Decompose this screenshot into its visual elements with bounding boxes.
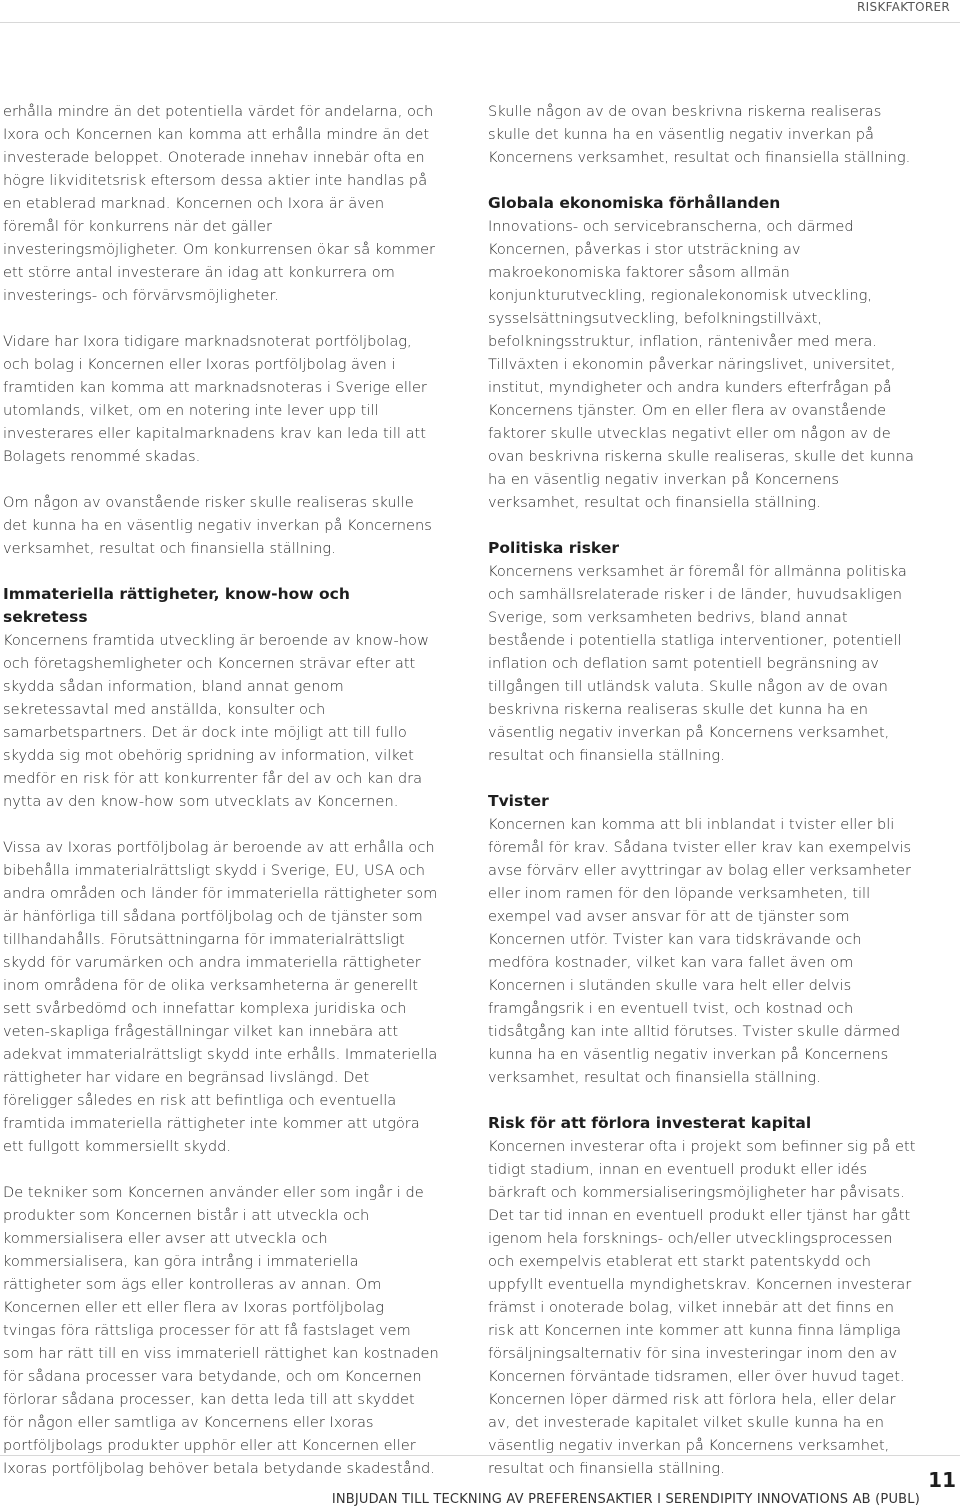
section-heading-disputes: Tvister [488,792,549,810]
paragraph: Koncernen kan komma att bli inblandat i tvister eller bli föremål för krav. Sådana tvister eller krav kan exempelvis avse förvärv eller avyttringar av bolag eller verksamheter eller inom ramen för den löpande verksamheten, till exempel vad avser ansvar för att de tjänster som Koncernen utför. Tvister kan vara tidskrävande och medföra kostnader, vilket kan vara fallet även om Koncernen i slutänden skulle vara helt eller delvis framgångsrik i en eventuell tvist, och kostnad och tidsåtgång kan inte alltid förutses. Tvister skulle därmed kunna ha en väsentlig negativ inverkan på Koncernens verksamhet, resultat och finansiella ställning. [488,816,912,1086]
page-number: 11 [928,1468,956,1492]
paragraph: De tekniker som Koncernen använder eller som ingår i de produkter som Koncernen bistår i att utveckla och kommersialisera eller avser att utveckla och kommersialisera, kan göra intrång i immateriella rättigheter som ägs eller kontrolleras av annan. Om Koncernen eller ett eller flera av Ixoras portföljbolag tvingas föra rättsliga processer för att få fastslaget vem som har rätt till en viss immateriell rättighet kan kostnaden för sådana processer vara betydande, och om Koncernen förlorar sådana processer, kan detta leda till att skyddet för någon eller samtliga av Koncernens eller Ixoras portföljbolags produkter upphör eller att Koncernen eller Ixoras portföljbolag behöver betala betydande skadestånd. [3,1184,439,1477]
paragraph: Koncernens framtida utveckling är beroende av know-how och företagshemligheter och Koncernen strävar efter att skydda sådan information, bland annat genom sekretessavtal med anställda, konsulter och samarbetspartners. Det är dock inte möjligt att till fullo skydda sig mot obehörig spridning av information, vilket medför en risk för att konkurrenter får del av och kan dra nytta av den know-how som utvecklats av Koncernen. [3,632,429,810]
section-label: RISKFAKTORER [857,0,950,14]
left-column [3,100,439,1503]
paragraph: erhålla mindre än det potentiella värdet för andelarna, och Ixora och Koncernen kan komma att erhålla mindre än det investerade beloppet. Onoterade innehav innebär ofta en högre likviditetsrisk eftersom dessa aktier inte handlas på en etablerad marknad. Koncernen och Ixora är även föremål för konkurrens när det gäller investeringsmöjligheter. Om konkurrensen ökar så kommer ett större antal investerare än idag att konkurrera om investerings- och förvärvsmöjligheter. [3,103,436,304]
paragraph: Innovations- och servicebranscherna, och därmed Koncernen, påverkas i stor utsträckning av makroekonomiska faktorer såsom allmän konjunkturutveckling, regionalekonomisk utveckling, sysselsättningsutveckling, befolkningstillväxt, befolkningsstruktur, inflation, räntenivåer med mera. Tillväxten i ekonomin påverkar näringslivet, universitet, institut, myndigheter och andra kunders efterfrågan på Koncernens tjänster. Om en eller flera av ovanstående faktorer skulle utvecklas negativt eller om någon av de ovan beskrivna riskerna skulle realiseras, skulle det kunna ha en väsentlig negativ inverkan på Koncernens verksamhet, resultat och finansiella ställning. [488,218,914,511]
section-heading-political-risks: Politiska risker [488,539,619,557]
paragraph: Om någon av ovanstående risker skulle realiseras skulle det kunna ha en väsentlig negativ inverkan på Koncernens verksamhet, resultat och finansiella ställning. [3,494,432,557]
section-heading-capital-loss: Risk för att förlora investerat kapital [488,1114,812,1132]
paragraph: Vissa av Ixoras portföljbolag är beroende av att erhålla och bibehålla immaterialrättsligt skydd i Sverige, EU, USA och andra områden och länder för immateriella rättigheter som är hänförliga till sådana portföljbolag och de tjänster som tillhandahålls. Förutsättningarna för immaterialrättsligt skydd för varumärken och andra immateriella rättigheter inom områdena för de olika verksamheterna är generellt sett svårbedömd och innefattar komplexa juridiska och veten-skapliga frågeställningar vilket kan innebära att adekvat immaterialrättsligt skydd inte erhålls. Immateriella rättigheter har vidare en begränsad livslängd. Det föreligger således en risk att befintliga och eventuella framtida immateriella rättigheter inte kommer att utgöra ett fullgott kommersiellt skydd. [3,839,438,1155]
paragraph: Vidare har Ixora tidigare marknadsnoterat portföljbolag, och bolag i Koncernen eller Ixoras portföljbolag även i framtiden kan komma att marknadsnoteras i Sverige eller utomlands, vilket, om en notering inte lever upp till investerares eller kapitalmarknadens krav kan leda till att Bolagets renommé skadas. [3,333,427,465]
paragraph: Skulle någon av de ovan beskrivna riskerna realiseras skulle det kunna ha en väsentlig negativ inverkan på Koncernens verksamhet, resultat och finansiella ställning. [488,103,911,166]
header-divider [0,22,960,23]
right-column [488,100,922,1503]
footer-divider [0,1455,960,1456]
section-heading-global-economy: Globala ekonomiska förhållanden [488,194,781,212]
paragraph: Koncernen investerar ofta i projekt som befinner sig på ett tidigt stadium, innan en eventuell produkt eller idés bärkraft och kommersialiseringsmöjligheter har påvisats. Det tar tid innan en eventuell produkt eller tjänst har gått igenom hela forsknings- och/eller utvecklingsprocessen och exempelvis etablerat ett starkt patentskydd och uppfyllt eventuella myndighetskrav. Koncernen investerar främst i onoterade bolag, vilket innebär att det finns en risk att Koncernen inte kommer att kunna finna lämpliga försäljningsalternativ för sina investeringar inom den av Koncernen förväntade tidsramen, eller över huvud taget. Koncernen löper därmed risk att förlora hela, eller delar av, det investerade kapitalet vilket skulle kunna ha en väsentlig negativ inverkan på Koncernens verksamhet, resultat och finansiella ställning. [488,1138,916,1477]
paragraph: Koncernens verksamhet är föremål för allmänna politiska och samhällsrelaterade risker i de länder, huvudsakligen Sverige, som verksamheten bedrivs, bland annat bestående i potentiella statliga interventioner, potentiell inflation och deflation samt potentiell begränsning av tillgången till utländsk valuta. Skulle någon av de ovan beskrivna riskerna realiseras skulle det kunna ha en väsentlig negativ inverkan på Koncernens verksamhet, resultat och finansiella ställning. [488,563,907,764]
footer-title: INBJUDAN TILL TECKNING AV PREFERENSAKTIER I SERENDIPITY INNOVATIONS AB (PUBL) [331,1492,920,1507]
section-heading-ip-rights: Immateriella rättigheter, know-how och sekretess [3,585,350,626]
